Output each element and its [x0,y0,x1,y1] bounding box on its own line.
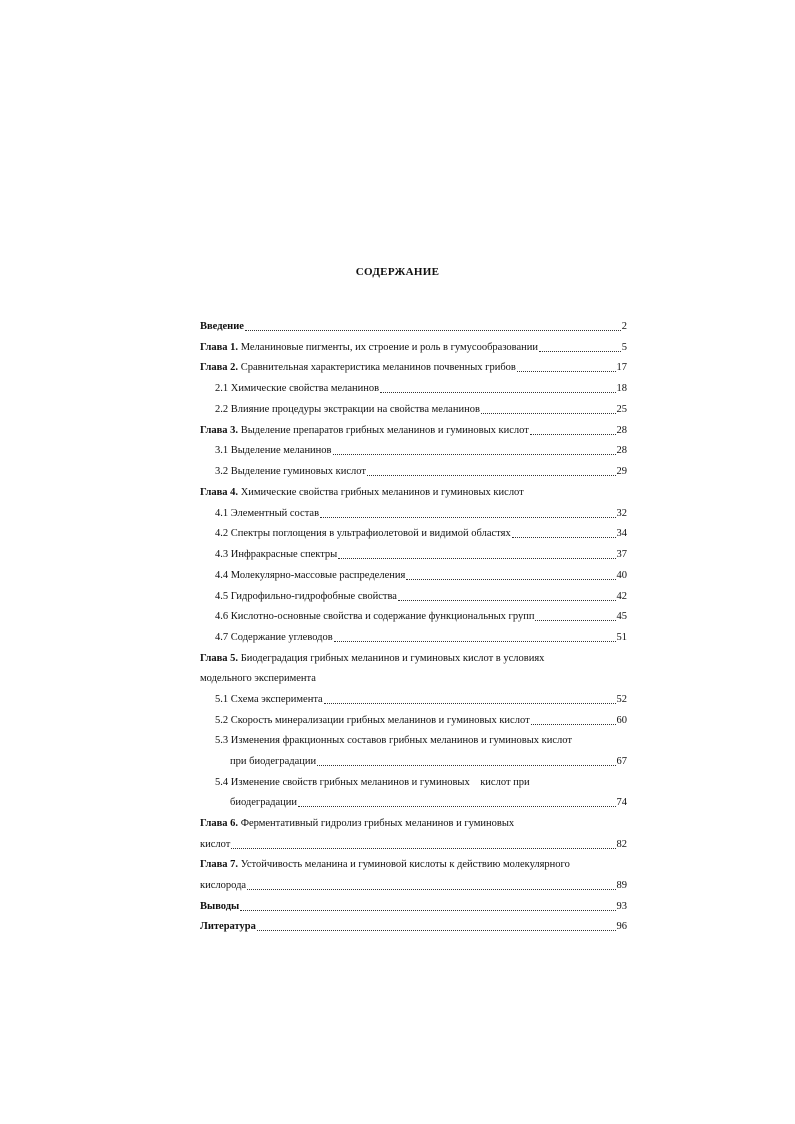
page-number: 5 [621,342,627,353]
page-number: 18 [616,383,627,394]
page-number: 40 [616,570,627,581]
page-number: 60 [616,715,627,726]
toc-entry-5-2[interactable]: 5.2 Скорость минерализации грибных меланинов и гуминовых кислот 60 [215,715,627,726]
toc-entry-4-3[interactable]: 4.3 Инфракрасные спектры 37 [215,549,627,560]
toc-entry-4-6[interactable]: 4.6 Кислотно-основные свойства и содержание функциональных групп 45 [215,611,627,622]
toc-entry-chapter-7-cont[interactable]: кислорода 89 [200,880,627,891]
page-number: 28 [616,445,627,456]
toc-entry-4-7[interactable]: 4.7 Содержание углеводов 51 [215,632,627,643]
toc-entry-chapter-6[interactable]: Глава 6. Ферментативный гидролиз грибных меланинов и гуминовых [200,818,515,829]
page-number: 32 [616,508,627,519]
page-number: 25 [616,404,627,415]
page-number: 45 [616,611,627,622]
toc-entry-4-2[interactable]: 4.2 Спектры поглощения в ультрафиолетовой и видимой областях 34 [215,528,627,539]
toc-entry-4-4[interactable]: 4.4 Молекулярно-массовые распределения 40 [215,570,627,581]
page-number: 42 [616,591,627,602]
page-number: 29 [616,466,627,477]
toc-entry-chapter-2[interactable]: Глава 2. Сравнительная характеристика меланинов почвенных грибов 17 [200,362,627,373]
page-number: 51 [616,632,627,643]
toc-entry-chapter-4[interactable]: Глава 4. Химические свойства грибных меланинов и гуминовых кислот [200,487,524,498]
toc-entry-chapter-5-cont[interactable]: модельного эксперимента [200,673,316,684]
toc-entry-2-1[interactable]: 2.1 Химические свойства меланинов 18 [215,383,627,394]
toc-entry-3-2[interactable]: 3.2 Выделение гуминовых кислот 29 [215,466,627,477]
page-number: 34 [616,528,627,539]
toc-entry-4-5[interactable]: 4.5 Гидрофильно-гидрофобные свойства 42 [215,591,627,602]
toc-entry-5-3-cont[interactable]: при биодеградации 67 [230,756,627,767]
toc-entry-5-4[interactable]: 5.4 Изменение свойств грибных меланинов и гуминовых кислот при [215,777,530,788]
toc-entry-5-3[interactable]: 5.3 Изменения фракционных составов грибных меланинов и гуминовых кислот [215,735,572,746]
page-title: СОДЕРЖАНИЕ [355,266,440,278]
page-number: 89 [616,880,627,891]
toc-entry-chapter-7[interactable]: Глава 7. Устойчивость меланина и гуминовой кислоты к действию молекулярного [200,859,570,870]
page-number: 2 [621,321,627,332]
toc-entry-chapter-5[interactable]: Глава 5. Биодеградация грибных меланинов и гуминовых кислот в условиях [200,653,545,664]
page-number: 67 [616,756,627,767]
page-number: 37 [616,549,627,560]
toc-entry-5-4-cont[interactable]: биодеградации 74 [230,797,627,808]
toc-entry-4-1[interactable]: 4.1 Элементный состав 32 [215,508,627,519]
page-number: 82 [616,839,627,850]
toc-entry-chapter-3[interactable]: Глава 3. Выделение препаратов грибных меланинов и гуминовых кислот 28 [200,425,627,436]
page-number: 17 [616,362,627,373]
toc-entry-3-1[interactable]: 3.1 Выделение меланинов 28 [215,445,627,456]
toc-entry-conclusions[interactable]: Выводы 93 [200,901,627,912]
toc-entry-intro[interactable]: Введение 2 [200,321,627,332]
toc-entry-literature[interactable]: Литература 96 [200,921,627,932]
toc-entry-chapter-1[interactable]: Глава 1. Меланиновые пигменты, их строение и роль в гумусообразовании 5 [200,342,627,353]
toc-entry-chapter-6-cont[interactable]: кислот 82 [200,839,627,850]
page-number: 96 [616,921,627,932]
toc-entry-2-2[interactable]: 2.2 Влияние процедуры экстракции на свойства меланинов 25 [215,404,627,415]
page-number: 28 [616,425,627,436]
page-number: 93 [616,901,627,912]
page-number: 52 [616,694,627,705]
page-number: 74 [616,797,627,808]
toc-entry-5-1[interactable]: 5.1 Схема эксперимента 52 [215,694,627,705]
